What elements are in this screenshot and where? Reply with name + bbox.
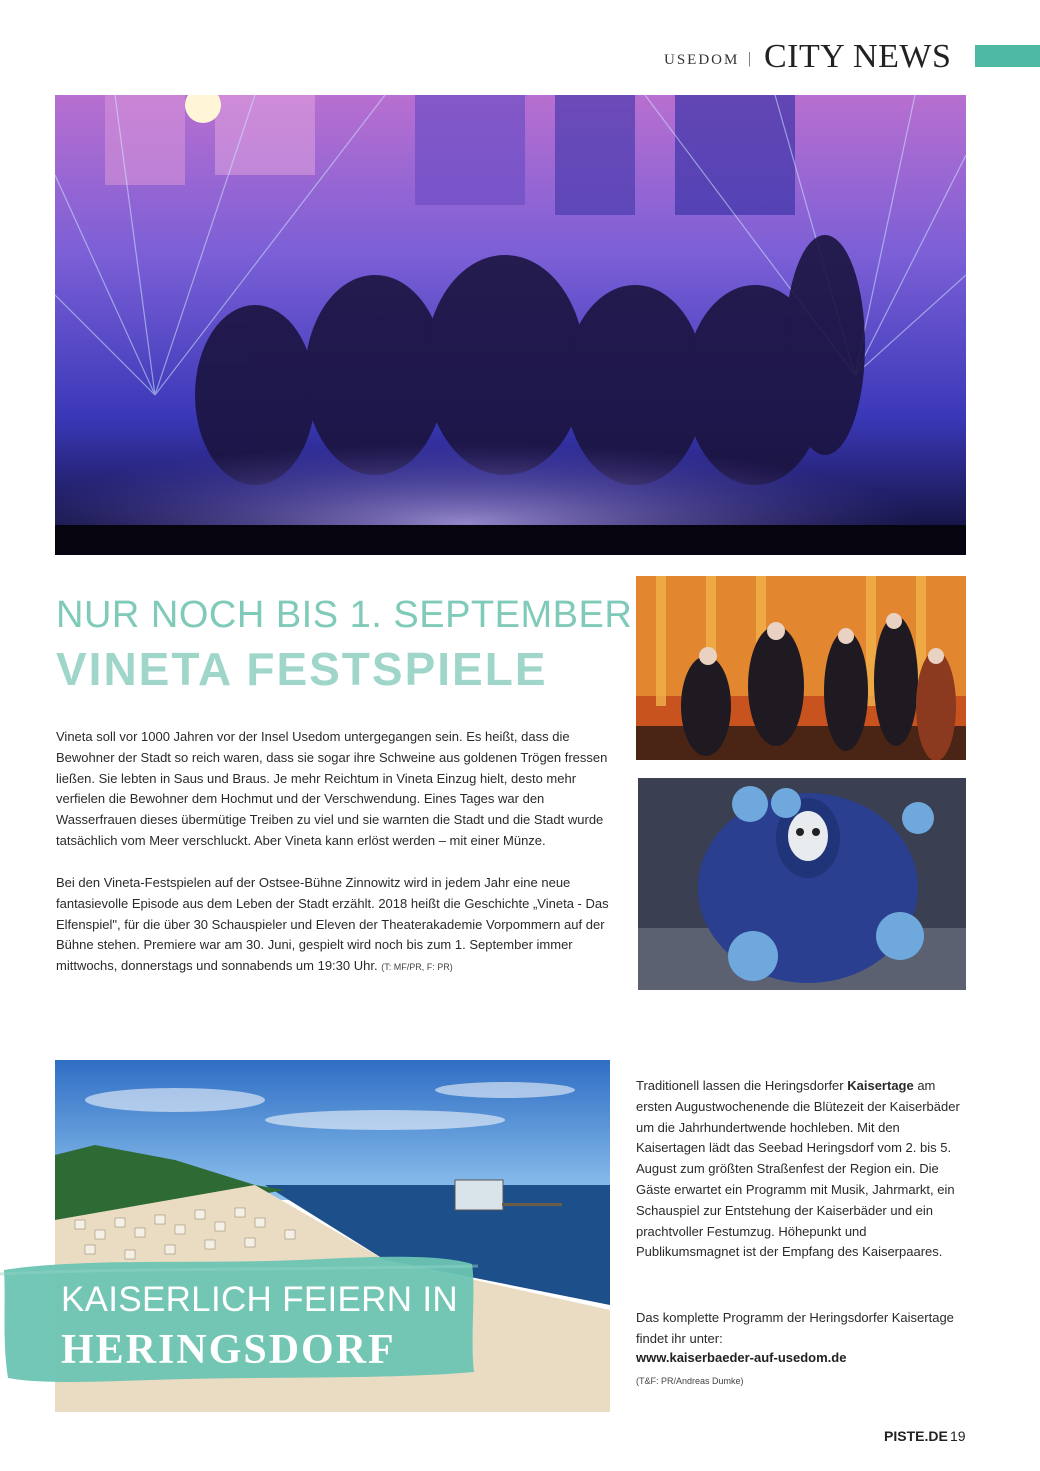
- article2-text-before: Traditionell lassen die Heringsdorfer: [636, 1078, 848, 1093]
- header-separator: |: [748, 50, 752, 67]
- article1-paragraph1: Vineta soll vor 1000 Jahren vor der Insel Usedom untergegangen sein. Es heißt, dass die Bewohner der Stadt so reich waren, dass sie sogar ihre Schweine aus goldenen Trögen fressen ließen. Sie lebten in Saus und Braus. Je mehr Reichtum in Vineta Einzug hielt, desto mehr verfielen die Bewohner dem Hochmut und der Verschwendung. Eines Tages war den Wasserfrauen dieses übermütige Treiben zu viel und sie warnten die Stadt und die Stadt wurde tatsächlich vom Meer verschluckt. Aber Vineta kann erlöst werden – mit einer Münze.: [56, 729, 608, 848]
- header-accent-bar: [975, 45, 1040, 67]
- article2-text-after: am ersten Augustwochenende die Blütezeit der Kaiserbäder um die Jahrhundertwende hochleben. Mit den Kaisertagen lädt das Seebad Heringsdorf vom 2. bis 5. August zum größten Straßenfest der Region ein. Die Gäste erwartet ein Programm mit Musik, Jahrmarkt, ein Schauspiel zur Entstehung der Kaiserbäder und ein prachtvoller Festumzug. Höhepunkt und Publikumsmagnet ist der Empfang des Kaiserpaares.: [636, 1078, 960, 1260]
- article2-paragraph2: Das komplette Programm der Heringsdorfer Kaisertage findet ihr unter:: [636, 1310, 954, 1346]
- mask-performer-photo: [638, 778, 966, 990]
- article1-title: VINETA FESTSPIELE: [56, 643, 548, 695]
- page-title: CITY NEWS: [764, 38, 952, 75]
- article1-paragraph2: [56, 873, 616, 978]
- article1-paragraph2-text: Bei den Vineta-Festspielen auf der Ostsee-Bühne Zinnowitz wird in jedem Jahr eine neue fantasievolle Episode aus dem Leben der Stadt erzählt. 2018 heißt die Geschichte „Vineta - Das Elfenspiel", für die über 30 Schauspieler und Eleven der Theaterakademie Vorpommern auf der Bühne stehen. Premiere war am 30. Juni, gespielt wird noch bis zum 1. September immer mittwochs, donnerstags und sonnabends um 19:30 Uhr.: [56, 875, 609, 974]
- article2-paragraph1: [636, 1076, 971, 1263]
- hero-stage-photo: [55, 95, 966, 555]
- article2-title: HERINGSDORF: [61, 1327, 396, 1373]
- article2-credit: (T&F: PR/Andreas Dumke): [636, 1376, 744, 1386]
- article2-text-bold: Kaisertage: [847, 1078, 914, 1093]
- actors-stage-photo: [636, 576, 966, 760]
- article2-url-link[interactable]: www.kaiserbaeder-auf-usedom.de: [636, 1350, 847, 1365]
- article2-kicker: KAISERLICH FEIERN IN: [61, 1280, 458, 1319]
- footer-brand: PISTE.DE: [884, 1428, 948, 1444]
- article1-credit: (T: MF/PR, F: PR): [381, 962, 453, 973]
- article1-kicker: NUR NOCH BIS 1. SEPTEMBER: [56, 594, 633, 636]
- section-label: USEDOM: [664, 52, 740, 68]
- page-number: 19: [950, 1428, 966, 1444]
